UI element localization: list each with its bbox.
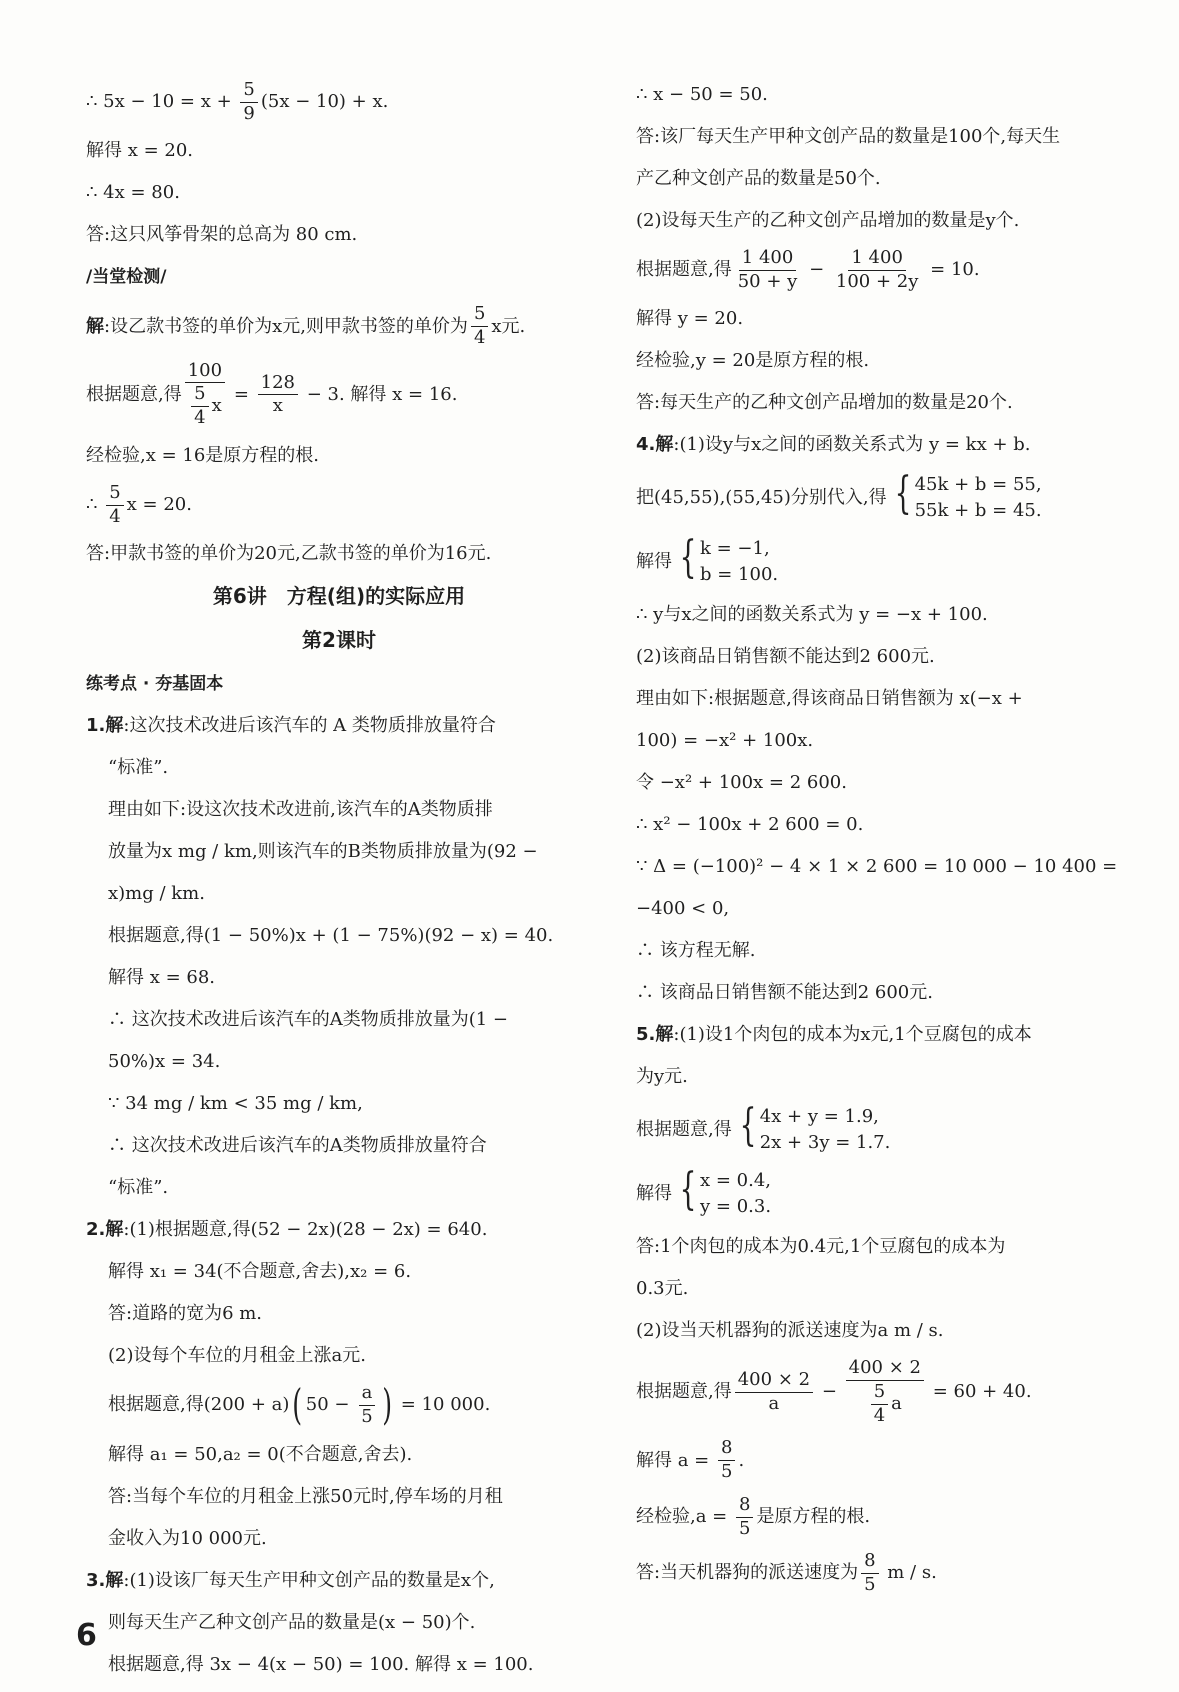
text-run: (2)设当天机器狗的派送速度为a m / s. <box>636 1320 944 1342</box>
text-run: ∴ 这次技术改进后该汽车的A类物质排放量为(1 − <box>108 1009 508 1031</box>
text-line <box>86 753 592 783</box>
equation-row: y = 0.3. <box>700 1196 772 1218</box>
text-run: 答:当天机器狗的派送速度为 <box>636 1562 859 1584</box>
text-run: = 10. <box>924 259 980 281</box>
text-run: “标准”. <box>108 1177 169 1199</box>
text-run: 4 <box>873 1404 886 1426</box>
text-run: . <box>738 1449 745 1471</box>
equation-row: k = −1, <box>700 538 770 560</box>
text-run: 解得 <box>636 1183 672 1205</box>
equation-row: 2x + 3y = 1.7. <box>759 1132 891 1154</box>
text-run: 答:1个肉包的成本为0.4元,1个豆腐包的成本为 <box>636 1236 1006 1258</box>
numerator <box>861 1551 878 1574</box>
text-run: ∴ 该方程无解. <box>636 940 756 962</box>
numerator <box>718 1438 735 1461</box>
text-line <box>86 441 592 471</box>
text-run: 答:当每个车位的月租金上涨50元时,停车场的月租 <box>108 1485 503 1507</box>
text-run: 经检验,a = <box>636 1506 733 1527</box>
text-run: 则每天生产乙种文创产品的数量是(x − 50)个. <box>108 1611 476 1633</box>
text-line <box>636 852 1142 882</box>
text-run: 5 <box>361 1405 373 1427</box>
text-run: 根据题意,得 <box>636 259 732 281</box>
text-line <box>636 80 1142 110</box>
text-run: − 3. 解得 x = 16. <box>301 383 458 405</box>
text-run: 100 + 2y <box>835 270 919 292</box>
text-run: 400 × 2 <box>737 1369 811 1391</box>
text-line <box>636 430 1142 460</box>
text-run: 第2课时 <box>302 628 376 653</box>
text-line <box>636 388 1142 418</box>
text-run: :(1)设1个肉包的成本为x元,1个豆腐包的成本 <box>673 1024 1032 1046</box>
brace-symbol: { <box>679 1164 697 1216</box>
text-run: −400 < 0, <box>636 898 730 920</box>
text-line <box>86 1482 592 1512</box>
text-run: 5 <box>109 481 121 503</box>
text-line <box>86 1608 592 1638</box>
denominator <box>718 1461 735 1483</box>
text-run: 5 <box>873 1381 886 1403</box>
fraction <box>358 1383 375 1427</box>
numerator <box>106 483 123 506</box>
text-line <box>86 220 592 250</box>
text-line <box>636 1551 1142 1595</box>
text-line <box>636 122 1142 152</box>
numerator <box>258 373 298 396</box>
text-run: 理由如下:设这次技术改进前,该汽车的A类物质排 <box>108 799 493 821</box>
text-run: x元. <box>491 315 526 337</box>
text-line <box>636 206 1142 236</box>
text-line <box>86 963 592 993</box>
text-line <box>86 711 592 741</box>
text-line <box>86 837 592 867</box>
text-run: 令 −x² + 100x = 2 600. <box>636 772 847 794</box>
equation-system <box>674 532 779 588</box>
text-run: 1 400 <box>741 247 794 268</box>
text-run: 根据题意,得 <box>636 1381 732 1403</box>
fraction <box>833 248 922 292</box>
text-run: 答:该厂每天生产甲种文创产品的数量是100个,每天生 <box>636 126 1061 147</box>
denominator <box>185 383 225 428</box>
text-run: 经检验,x = 16是原方程的根. <box>86 444 320 466</box>
equation-row: b = 100. <box>700 564 779 586</box>
equation-row: 55k + b = 45. <box>914 500 1042 522</box>
text-run: m / s. <box>881 1562 937 1584</box>
text-run: 8 <box>720 1437 733 1459</box>
text-line <box>636 1438 1142 1482</box>
item-label: 5.解 <box>636 1024 674 1046</box>
text-run: 100 <box>187 359 223 381</box>
numerator <box>846 1358 924 1381</box>
text-run: :(1)根据题意,得(52 − 2x)(28 − 2x) = 640. <box>123 1219 488 1241</box>
item-label: 解 <box>86 315 104 337</box>
text-line <box>86 1380 592 1430</box>
text-line <box>636 468 1142 524</box>
text-line <box>86 1047 592 1077</box>
text-run: ∵ Δ = (−100)² − 4 × 1 × 2 600 = 10 000 − 10 400 = <box>636 856 1118 878</box>
item-label: 4.解 <box>636 434 674 456</box>
text-run: ∴ <box>86 494 104 515</box>
left-column <box>86 80 592 1692</box>
text-run: 理由如下:根据题意,得该商品日销售额为 x(−x + <box>636 688 1023 710</box>
numerator <box>359 1383 376 1406</box>
text-line <box>636 248 1142 292</box>
fraction <box>736 1495 753 1539</box>
text-run: 答:每天生产的乙种文创产品增加的数量是20个. <box>636 392 1013 414</box>
text-run: 4 <box>473 327 486 349</box>
fraction <box>185 361 225 429</box>
equation-row: x = 0.4, <box>700 1170 772 1192</box>
numerator <box>848 248 906 271</box>
text-line <box>636 1062 1142 1092</box>
brace-symbol: { <box>679 532 697 584</box>
brace-symbol: { <box>894 468 911 520</box>
numerator <box>871 1382 888 1405</box>
denominator <box>833 271 922 293</box>
fraction <box>471 304 488 348</box>
text-line <box>636 936 1142 966</box>
text-run: 解得 x₁ = 34(不合题意,舍去),x₂ = 6. <box>108 1261 412 1283</box>
text-run: x)mg / km. <box>108 883 205 905</box>
text-line <box>86 1650 592 1680</box>
text-line <box>86 1173 592 1203</box>
text-run: 0.3元. <box>636 1278 689 1300</box>
numerator <box>736 1495 753 1518</box>
text-line <box>636 1495 1142 1539</box>
text-line <box>636 978 1142 1008</box>
text-run: x <box>211 395 222 417</box>
numerator <box>240 80 257 103</box>
text-run: 100) = −x² + 100x. <box>636 730 814 752</box>
equation-row: 4x + y = 1.9, <box>759 1106 879 1128</box>
numerator <box>471 304 488 327</box>
numerator <box>739 248 797 271</box>
text-run: 4 <box>109 505 121 527</box>
fraction <box>861 1551 878 1595</box>
text-run: (2)设每个车位的月租金上涨a元. <box>108 1345 366 1367</box>
text-run: 5 <box>864 1573 876 1595</box>
text-run: 4 <box>194 407 206 429</box>
text-line <box>86 1524 592 1554</box>
text-line <box>86 483 592 527</box>
text-line <box>636 304 1142 334</box>
numerator <box>185 361 225 384</box>
text-run: 5 <box>738 1517 751 1539</box>
item-label: 1.解 <box>86 715 124 737</box>
text-line <box>86 1341 592 1371</box>
text-run: x <box>272 395 283 417</box>
text-line <box>636 532 1142 588</box>
fraction <box>846 1358 924 1426</box>
text-run: a <box>891 1393 902 1415</box>
denominator <box>471 327 488 349</box>
denominator <box>861 1574 878 1596</box>
text-line <box>636 894 1142 924</box>
text-run: x = 20. <box>126 494 192 515</box>
fraction <box>735 248 801 292</box>
section-heading <box>86 669 592 699</box>
text-run: 根据题意,得(200 + a) <box>108 1394 290 1416</box>
fraction <box>871 1382 888 1426</box>
text-line <box>636 684 1142 714</box>
text-line <box>86 795 592 825</box>
text-run: 根据题意,得(1 − 50%)x + (1 − 75%)(92 − x) = 40. <box>108 925 554 947</box>
denominator <box>766 1393 783 1415</box>
text-line <box>636 1232 1142 1262</box>
text-run: :这次技术改进后该汽车的 A 类物质排放量符合 <box>123 715 496 737</box>
text-run: − <box>803 259 830 281</box>
denominator <box>865 1381 905 1426</box>
equation-system <box>674 1164 772 1220</box>
text-run: 8 <box>864 1550 876 1572</box>
heading <box>86 581 592 611</box>
text-line <box>86 1005 592 1035</box>
text-line <box>636 768 1142 798</box>
text-line <box>86 1299 592 1329</box>
text-run: 50%)x = 34. <box>108 1051 221 1073</box>
equation-rows <box>915 472 1042 524</box>
text-run: = <box>228 383 255 405</box>
text-run: ∴ 这次技术改进后该汽车的A类物质排放量符合 <box>108 1135 487 1157</box>
big-parentheses <box>289 1380 395 1430</box>
brace-symbol: { <box>739 1100 757 1152</box>
text-line <box>86 1089 592 1119</box>
text-line <box>636 726 1142 756</box>
text-line <box>86 921 592 951</box>
text-run: (2)设每天生产的乙种文创产品增加的数量是y个. <box>636 210 1020 231</box>
text-line <box>86 361 592 429</box>
text-run: 5 <box>473 303 486 325</box>
text-line <box>636 1358 1142 1426</box>
equation-rows <box>760 1104 891 1156</box>
text-line <box>636 600 1142 630</box>
fraction <box>718 1438 735 1482</box>
denominator <box>735 271 801 293</box>
text-run: 5 <box>720 1461 733 1483</box>
denominator <box>871 1405 888 1427</box>
text-run: 50 + y <box>737 270 798 292</box>
fraction <box>191 384 208 428</box>
equation-system <box>734 1100 891 1156</box>
text-run: 1 400 <box>851 247 903 268</box>
text-run: ∴ x² − 100x + 2 600 = 0. <box>636 814 864 836</box>
numerator <box>191 384 208 407</box>
text-run: ∴ 该商品日销售额不能达到2 600元. <box>636 982 933 1004</box>
text-run: 5 <box>194 383 206 405</box>
text-run: 答:道路的宽为6 m. <box>108 1303 263 1325</box>
numerator <box>735 1370 813 1393</box>
text-run: 9 <box>243 102 255 124</box>
text-run: a <box>361 1382 373 1404</box>
text-line <box>86 1440 592 1470</box>
text-line <box>86 178 592 208</box>
fraction <box>258 373 298 417</box>
text-run: ∴ 4x = 80. <box>86 182 180 204</box>
denominator <box>358 1406 375 1428</box>
text-line <box>86 1215 592 1245</box>
text-line <box>636 1316 1142 1346</box>
text-run: 为y元. <box>636 1066 688 1088</box>
text-run: 根据题意,得 <box>636 1119 732 1141</box>
equation-row: 45k + b = 55, <box>914 474 1042 496</box>
text-run: “标准”. <box>108 757 169 779</box>
denominator <box>270 395 286 417</box>
text-line <box>636 1020 1142 1050</box>
text-run: 经检验,y = 20是原方程的根. <box>636 350 870 372</box>
text-run: 是原方程的根. <box>756 1506 871 1527</box>
text-run: /当堂检测/ <box>86 267 167 288</box>
text-line <box>86 136 592 166</box>
text-line <box>636 1164 1142 1220</box>
text-run: (2)该商品日销售额不能达到2 600元. <box>636 646 935 668</box>
text-line <box>86 1131 592 1161</box>
text-run: ∴ y与x之间的函数关系式为 y = −x + 100. <box>636 604 988 626</box>
text-run: ∴ 5x − 10 = x + <box>86 91 238 113</box>
text-run: 放量为x mg / km,则该汽车的B类物质排放量为(92 − <box>108 841 538 863</box>
text-run: 解得 <box>636 551 672 573</box>
text-run: 第6讲 方程(组)的实际应用 <box>212 584 466 609</box>
text-run: 练考点 · 夯基固本 <box>86 674 224 695</box>
text-line <box>86 1257 592 1287</box>
text-run: − <box>816 1381 843 1403</box>
text-run: 产乙种文创产品的数量是50个. <box>636 168 881 189</box>
text-line <box>86 80 592 124</box>
denominator <box>240 103 257 125</box>
text-run: (5x − 10) + x. <box>260 91 389 113</box>
text-line <box>636 164 1142 194</box>
text-run: 根据题意,得 3x − 4(x − 50) = 100. 解得 x = 100. <box>108 1653 534 1675</box>
text-run: 8 <box>738 1493 751 1515</box>
text-run: 解得 x = 20. <box>86 140 194 162</box>
fraction <box>106 483 123 527</box>
text-line <box>86 1566 592 1596</box>
denominator <box>106 506 123 528</box>
text-run: ∵ 34 mg / km < 35 mg / km, <box>108 1093 363 1115</box>
right-paren: ) <box>381 1380 392 1430</box>
text-run: 解得 y = 20. <box>636 308 744 330</box>
text-line <box>636 810 1142 840</box>
text-run: :设乙款书签的单价为x元,则甲款书签的单价为 <box>104 315 468 337</box>
equation-rows <box>700 1168 771 1220</box>
fraction <box>735 1370 813 1414</box>
text-run: ∴ x − 50 = 50. <box>636 84 768 105</box>
text-line <box>636 642 1142 672</box>
text-run: 解得 x = 68. <box>108 967 216 989</box>
heading <box>86 625 592 655</box>
page-number: 6 <box>76 1618 97 1653</box>
text-run: :(1)设该厂每天生产甲种文创产品的数量是x个, <box>123 1569 495 1591</box>
text-line <box>636 1100 1142 1156</box>
equation-rows <box>700 536 778 588</box>
denominator <box>736 1518 753 1540</box>
fraction <box>240 80 257 124</box>
section-heading <box>86 262 592 292</box>
item-label: 2.解 <box>86 1219 124 1241</box>
text-run: 根据题意,得 <box>86 383 182 405</box>
equation-system <box>889 468 1042 524</box>
left-paren: ( <box>292 1380 303 1430</box>
text-run: 解得 a = <box>636 1449 715 1471</box>
text-line <box>636 346 1142 376</box>
right-column <box>636 80 1142 1608</box>
text-run: = 10 000. <box>395 1394 491 1416</box>
text-run: 答:这只风筝骨架的总高为 80 cm. <box>86 224 358 246</box>
text-run: 400 × 2 <box>848 1357 921 1379</box>
text-line <box>86 879 592 909</box>
text-run: 金收入为10 000元. <box>108 1527 267 1549</box>
text-run: 解得 a₁ = 50,a₂ = 0(不合题意,舍去). <box>108 1443 413 1465</box>
text-run: a <box>768 1392 780 1414</box>
denominator <box>191 407 208 429</box>
text-run: 128 <box>260 371 295 393</box>
text-run: 5 <box>243 79 255 100</box>
text-line <box>86 539 592 569</box>
text-run: 答:甲款书签的单价为20元,乙款书签的单价为16元. <box>86 543 492 565</box>
text-line <box>86 304 592 348</box>
text-run: 把(45,55),(55,45)分别代入,得 <box>636 487 887 509</box>
text-run: = 60 + 40. <box>926 1381 1032 1403</box>
text-run: :(1)设y与x之间的函数关系式为 y = kx + b. <box>673 434 1031 456</box>
item-label: 3.解 <box>86 1569 124 1591</box>
text-line <box>636 1274 1142 1304</box>
text-run: 50 − <box>305 1394 356 1416</box>
